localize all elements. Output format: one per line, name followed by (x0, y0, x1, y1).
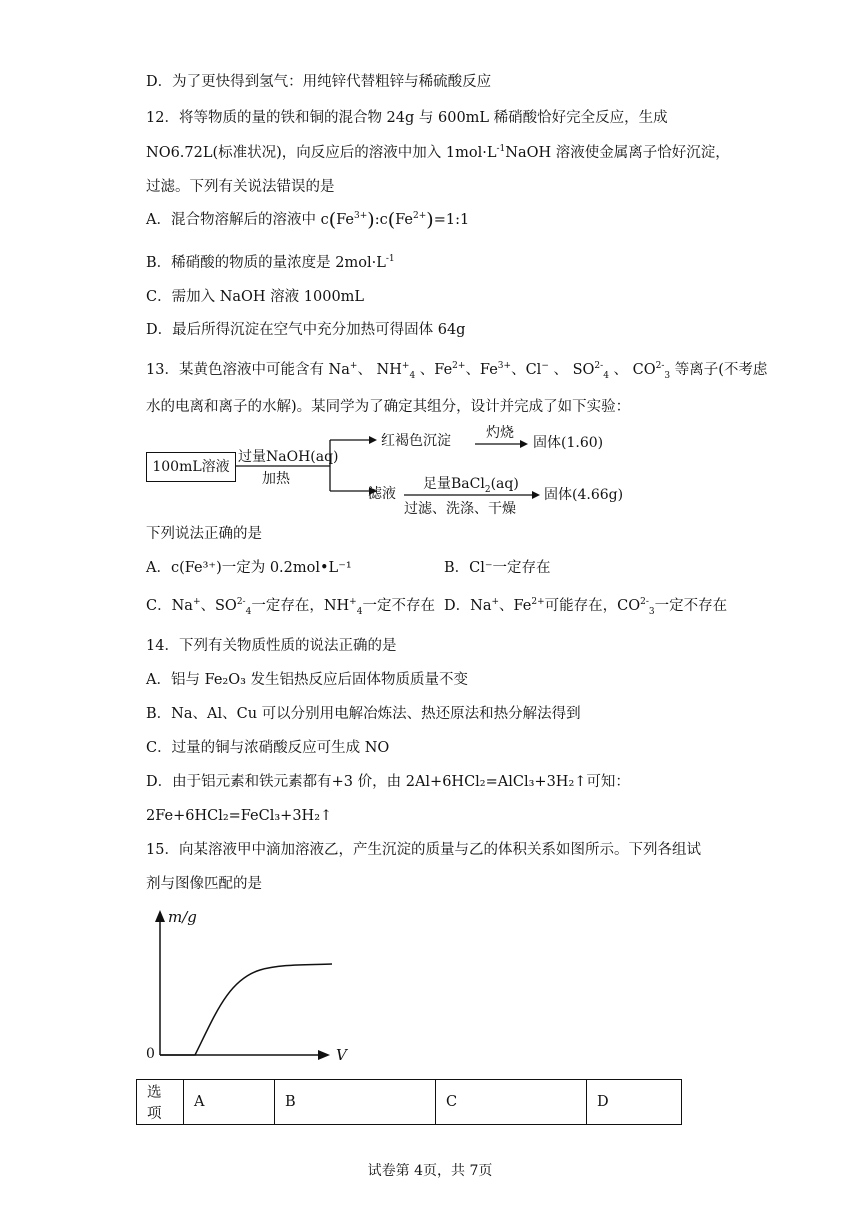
q14-option-a: A．铝与 Fe₂O₃ 发生铝热反应后固体物质质量不变 (146, 672, 469, 688)
diagram-solid-2: 固体(4.66g) (544, 487, 624, 503)
y-axis-arrow-icon (155, 910, 165, 922)
page-footer: 试卷第 4页，共 7页 (367, 1163, 493, 1179)
q13-stem-line1: 13．某黄色溶液中可能含有 Na+、 $NH^+_4$ 、$Fe^{2+}$、$Fe^{3+}$、Cl− 、 $SO^{2-}_4$ 、 $CO^{2-}_3$ 等离子(不考虑 (146, 361, 768, 381)
q12-stem-line1: 12．将等物质的量的铁和铜的混合物 24g 与 600mL 稀硝酸恰好完全反应，生成 (146, 110, 668, 126)
graph-x-label: V (336, 1046, 347, 1064)
q14-option-d: D．由于铝元素和铁元素都有+3 价，由 2Al+6HCl₂=AlCl₃+3H₂↑可知： (146, 774, 630, 790)
q15-options-table (136, 1079, 682, 1125)
q12-option-b: B．稀硝酸的物质的量浓度是 $2mol\cdot L^{-1}$ (146, 254, 395, 271)
q13-option-d: D．Na+、$Fe^{2+}$可能存在，$CO^{2-}_3$一定不存在 (444, 597, 728, 617)
q11-option-d: D．为了更快得到氢气：用纯锌代替粗锌与稀硫酸反应 (146, 74, 492, 90)
q13-experiment-diagram (140, 418, 640, 528)
q15-stem-line2: 剂与图像匹配的是 (146, 876, 262, 892)
q14-option-c: C．过量的铜与浓硝酸反应可生成 NO (146, 740, 390, 756)
q13-option-c: C．Na+、$SO^{2-}_4$一定存在，$NH^+_4$一定不存在 (146, 597, 435, 617)
q14-option-d-line2: 2Fe+6HCl₂=FeCl₃+3H₂↑ (146, 808, 333, 824)
table-cell-header: 选项 (137, 1080, 184, 1125)
diagram-red-brown-precipitate: 红褐色沉淀 (381, 433, 451, 449)
q12-option-c: C．需加入 NaOH 溶液 1000mL (146, 289, 365, 305)
diagram-filtrate: 滤液 (368, 486, 396, 502)
table-cell-a: A (184, 1080, 275, 1125)
table-cell-d: D (587, 1080, 682, 1125)
q15-graph (140, 900, 360, 1070)
q14-option-b: B．Na、Al、Cu 可以分别用电解冶炼法、热还原法和热分解法得到 (146, 706, 581, 722)
q15-stem-line1: 15．向某溶液甲中滴加溶液乙，产生沉淀的质量与乙的体积关系如图所示。下列各组试 (146, 842, 701, 858)
graph-origin: 0 (146, 1046, 155, 1062)
q12-option-d: D．最后所得沉淀在空气中充分加热可得固体 64g (146, 322, 466, 338)
table-cell-c: C (436, 1080, 587, 1125)
diagram-condition-filter: 过滤、洗涤、干燥 (404, 501, 516, 517)
table-row (137, 1080, 682, 1125)
q13-question: 下列说法正确的是 (146, 526, 262, 542)
diagram-solid-1: 固体(1.60) (533, 435, 604, 451)
diagram-condition-burn: 灼烧 (486, 425, 514, 441)
q12-stem-line2: NO6.72L(标准状况)，向反应后的溶液中加入 $1mol\cdot L^{-1}NaOH$ 溶液使金属离子恰好沉淀， (146, 144, 730, 161)
diagram-start-solution: 100mL溶液 (146, 452, 236, 482)
graph-y-label: m/g (168, 908, 197, 926)
diagram-condition-heat: 加热 (262, 471, 290, 487)
precipitate-curve (160, 964, 332, 1055)
q12-stem-line3: 过滤。下列有关说法错误的是 (146, 179, 335, 195)
x-axis-arrow-icon (318, 1050, 330, 1060)
q13-stem-line2: 水的电离和离子的水解)。某同学为了确定其组分，设计并完成了如下实验： (146, 399, 631, 415)
diagram-reagent-bacl2: 足量BaCl$_2$(aq) (423, 476, 519, 495)
diagram-reagent-naoh: 过量NaOH(aq) (238, 449, 339, 465)
table-cell-b: B (275, 1080, 436, 1125)
q12-option-a: A．混合物溶解后的溶液中 $c(Fe^{3+}):c(Fe^{2+})=1:1$ (146, 209, 470, 231)
q13-option-a: A．c(Fe³⁺)一定为 0.2mol•L⁻¹ (146, 560, 352, 576)
q14-stem: 14．下列有关物质性质的说法正确的是 (146, 638, 397, 654)
q13-option-b: B．Cl⁻一定存在 (444, 560, 551, 576)
